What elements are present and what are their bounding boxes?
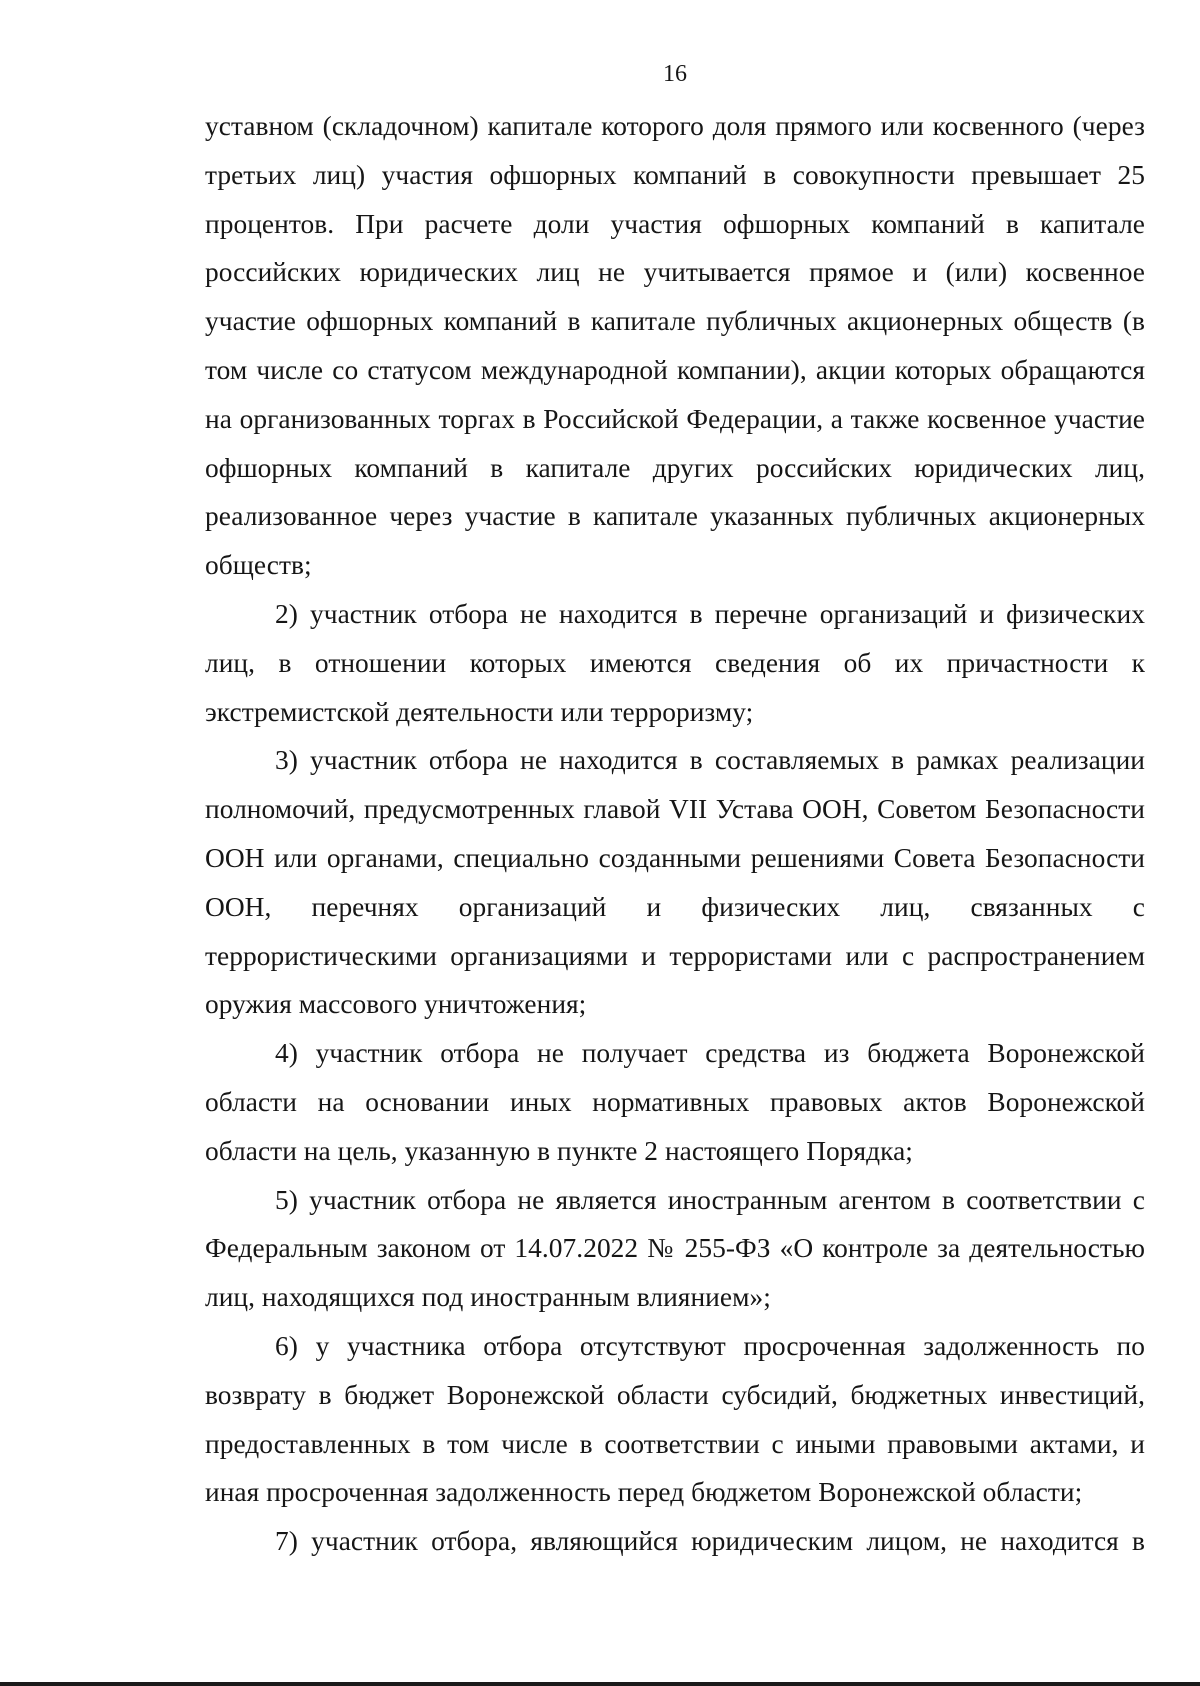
paragraph-offshore-continuation: уставном (складочном) капитале которого доля прямого или косвенного (через третьих лиц) участия офшорных компаний в совокупности превышает 25 процентов. При расчете доли участия офшорных компаний в капитале российских юридических лиц не учитывается прямое и (или) косвенное участие офшорных компаний в капитале публичных акционерных обществ (в том числе со статусом международной компании), акции которых обращаются на организованных торгах в Российской Федерации, а также косвенное участие офшорных компаний в капитале других российских юридических лиц, реализованное через участие в капитале указанных публичных акционерных обществ; (205, 111, 1145, 581)
paragraph-item-5: 5) участник отбора не является иностранным агентом в соответствии с Федеральным законом от 14.07.2022 № 255-ФЗ «О контроле за деятельностью лиц, находящихся под иностранным влиянием»; (205, 1184, 1145, 1313)
bottom-scan-border (0, 1682, 1200, 1686)
paragraph-item-3: 3) участник отбора не находится в составляемых в рамках реализации полномочий, предусмотренных главой VII Устава ООН, Советом Безопасности ООН или органами, специально созданными решениями Совета Безопасности ООН, перечнях организаций и физических лиц, связанных с террористическими организациями и террористами или с распространением оружия массового уничтожения; (205, 745, 1145, 1020)
paragraph-item-6: 6) у участника отбора отсутствуют просроченная задолженность по возврату в бюджет Воронежской области субсидий, бюджетных инвестиций, предоставленных в том числе в соответствии с иными правовыми актами, и иная просроченная задолженность перед бюджетом Воронежской области; (205, 1330, 1145, 1508)
paragraph-item-2: 2) участник отбора не находится в перечне организаций и физических лиц, в отношении которых имеются сведения об их причастности к экстремистской деятельности или терроризму; (205, 598, 1145, 727)
paragraph-item-7: 7) участник отбора, являющийся юридическим лицом, не находится в (275, 1526, 1145, 1557)
page-number: 16 (663, 61, 687, 87)
paragraph-item-4: 4) участник отбора не получает средства из бюджета Воронежской области на основании иных нормативных правовых актов Воронежской области на цель, указанную в пункте 2 настоящего Порядка; (205, 1038, 1145, 1166)
document-body (205, 102, 1145, 1566)
